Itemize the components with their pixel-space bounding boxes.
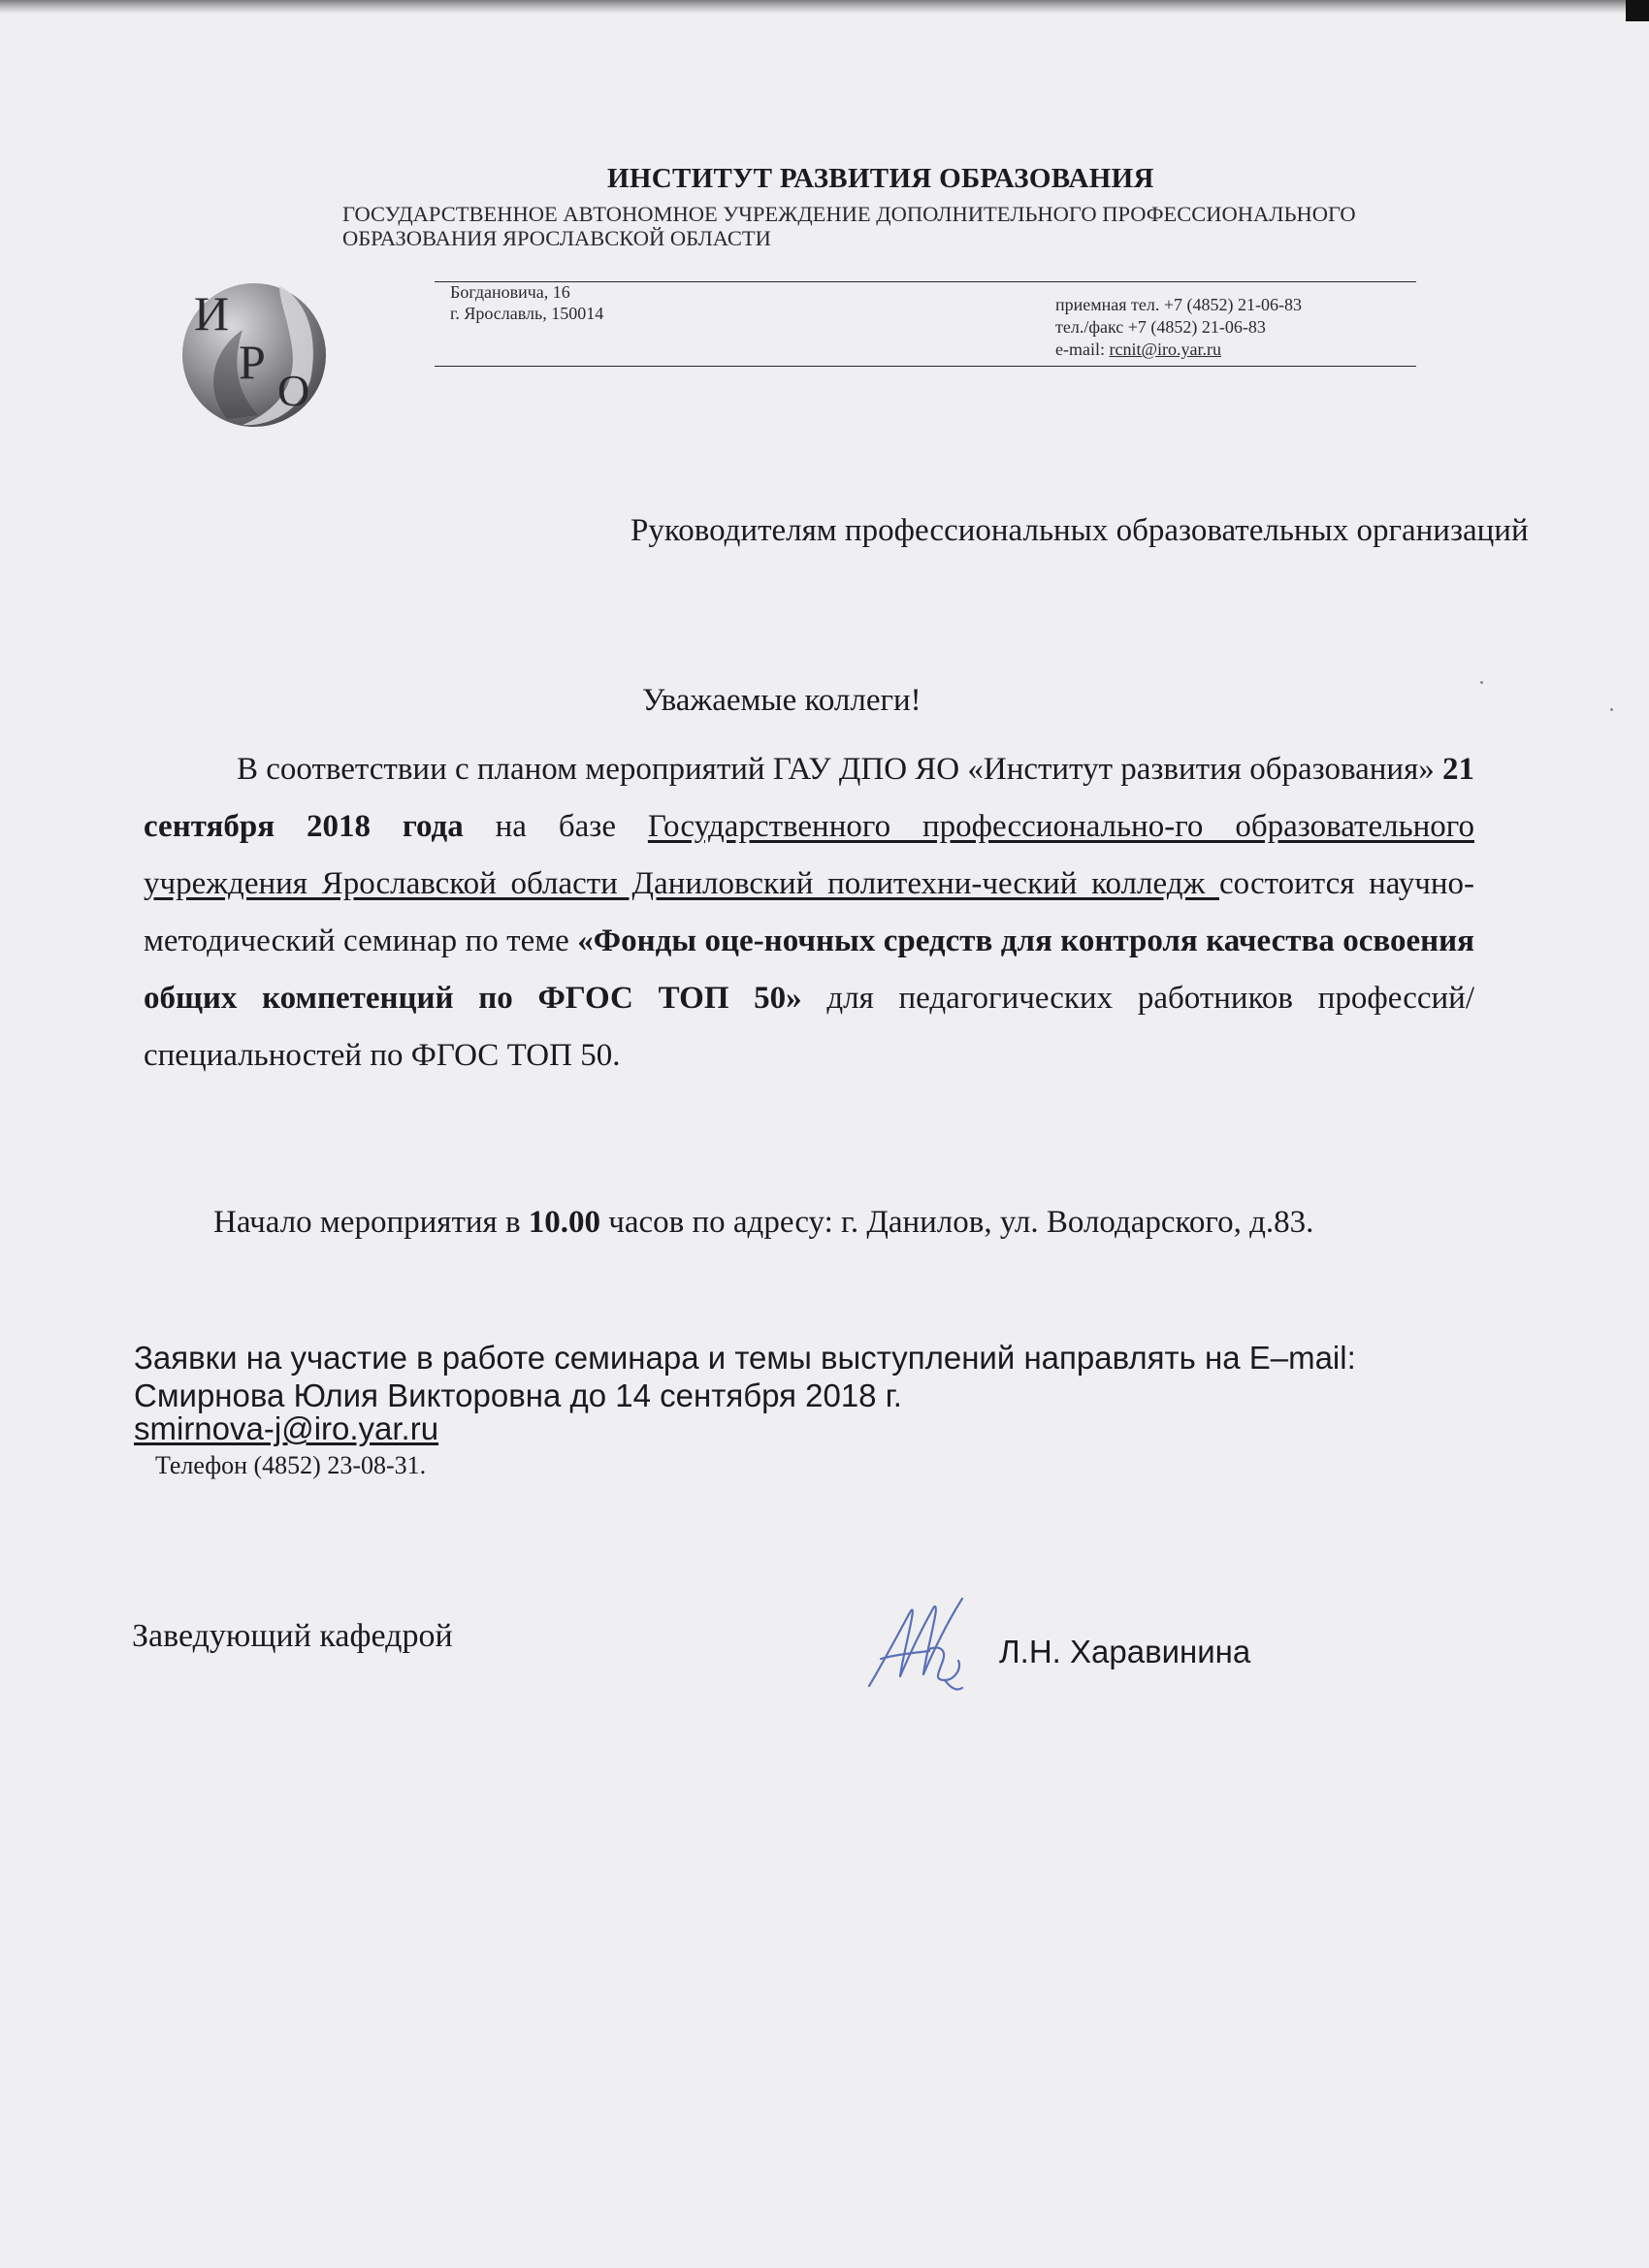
contact-email-link[interactable]: rcnit@iro.yar.ru (1109, 340, 1222, 359)
start-time: 10.00 (528, 1205, 601, 1240)
recipient-line: Руководителям профессиональных образовательных организаций (630, 513, 1529, 548)
start-paragraph-intro: Начало мероприятия в (213, 1205, 529, 1240)
institution-subtitle (342, 202, 1356, 250)
logo-letter-i: И (194, 286, 230, 340)
letterhead-bottom-rule (435, 366, 1416, 367)
greeting: Уважаемые коллеги! (642, 683, 922, 718)
contact-block (1055, 294, 1302, 361)
start-address: часов по адресу: г. Данилов, ул. Володарского, д.83. (600, 1205, 1314, 1240)
contact-reception-phone: приемная тел. +7 (4852) 21-06-83 (1055, 295, 1303, 314)
institution-subtitle-line2: ОБРАЗОВАНИЯ ЯРОСЛАВСКОЙ ОБЛАСТИ (342, 226, 771, 250)
address-city: г. Ярославль, 150014 (450, 304, 604, 323)
scan-edge-shadow (0, 0, 1649, 14)
event-date: 21 сентября 2018 года (144, 752, 1475, 844)
iro-logo (165, 274, 345, 429)
event-venue: Государственного профессионально-го образовательного учреждения Ярославской области Даниловский политехни-ческий колледж (144, 809, 1474, 901)
institution-subtitle-line1: ГОСУДАРСТВЕННОЕ АВТОНОМНОЕ УЧРЕЖДЕНИЕ ДОПОЛНИТЕЛЬНОГО ПРОФЕССИОНАЛЬНОГО (342, 202, 1356, 226)
main-paragraph (144, 741, 1474, 1085)
handwritten-signature (861, 1591, 997, 1698)
address-block (450, 281, 603, 324)
scan-speck (1610, 708, 1613, 711)
scan-corner-mark (1626, 0, 1649, 21)
signatory-name: Л.Н. Харавинина (999, 1634, 1251, 1669)
contact-fax: тел./факс +7 (4852) 21-06-83 (1055, 317, 1266, 337)
main-paragraph-intro: В соответствии с планом мероприятий ГАУ ДПО ЯО «Институт развития образования» (237, 752, 1443, 787)
main-paragraph-seminar: состоится научно-методический семинар по теме (144, 866, 1474, 958)
logo-letter-r: Р (239, 335, 266, 389)
address-street: Богдановича, 16 (450, 282, 570, 302)
logo-letter-o: О (277, 366, 310, 415)
applications-line1: Заявки на участие в работе семинара и темы выступлений направлять на E–mail: (134, 1340, 1356, 1376)
applications-block (134, 1339, 1540, 1414)
main-paragraph-audience: для педагогических работников профессий/ специальностей по ФГОС ТОП 50. (144, 981, 1474, 1073)
contact-email-label: e-mail: (1055, 340, 1110, 359)
main-paragraph-base: на базе (463, 809, 648, 844)
contact-email (1055, 339, 1302, 361)
scan-speck (1480, 681, 1483, 684)
applications-email-link[interactable]: smirnova-j@iro.yar.ru (134, 1410, 439, 1446)
applications-line2: Смирнова Юлия Викторовна до 14 сентября 2018 г. (134, 1377, 902, 1413)
institution-title: ИНСТИТУТ РАЗВИТИЯ ОБРАЗОВАНИЯ (607, 163, 1154, 194)
start-paragraph (144, 1195, 1474, 1249)
signatory-role: Заведующий кафедрой (132, 1618, 453, 1654)
applications-phone: Телефон (4852) 23-08-31. (155, 1451, 427, 1479)
seminar-topic: «Фонды оце-ночных средств для контроля качества освоения общих компетенций по ФГОС ТОП 50» (144, 923, 1474, 1016)
